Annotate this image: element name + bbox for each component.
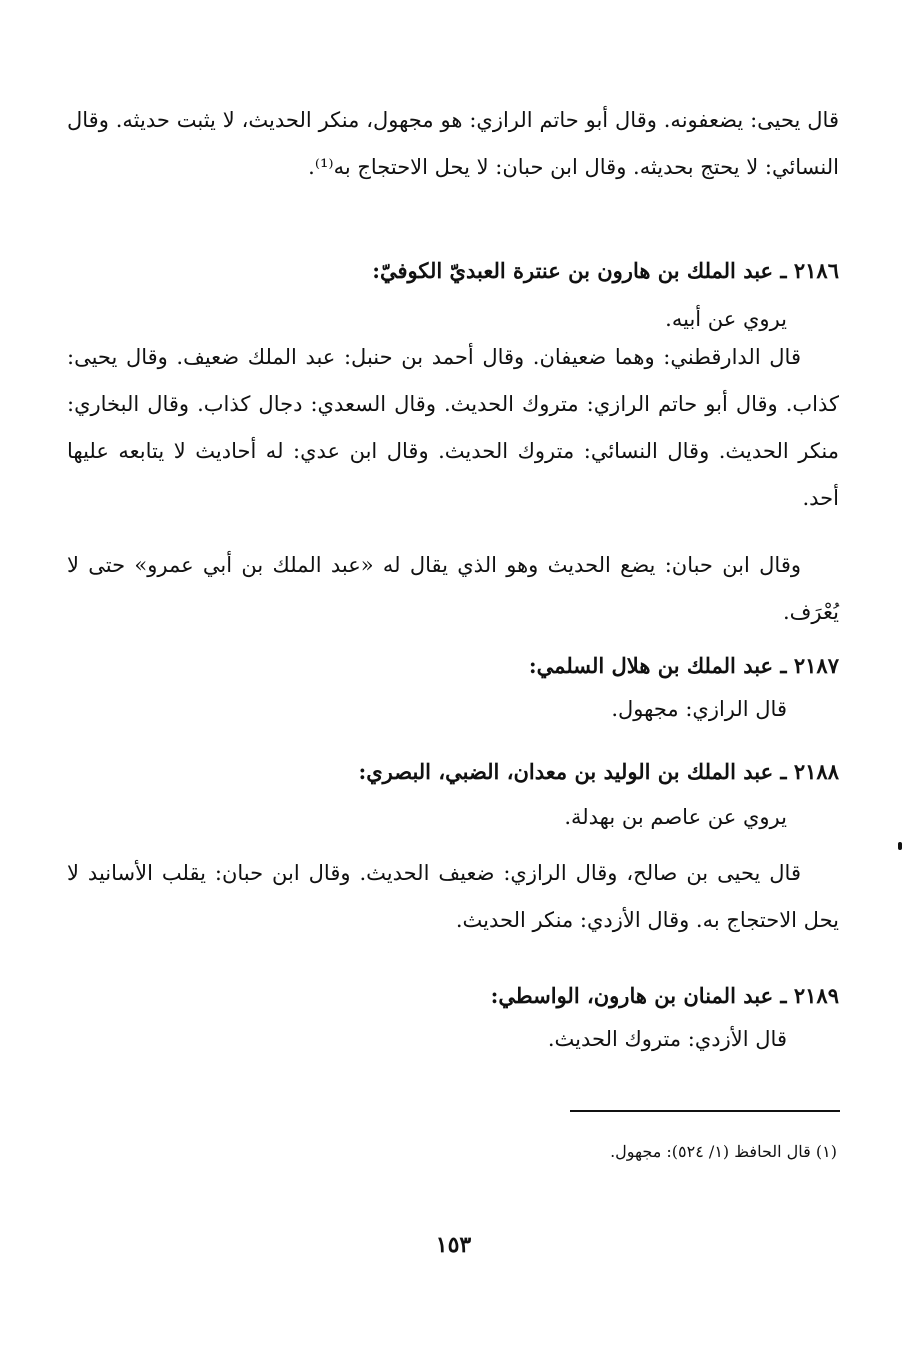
page-number: ١٥٣ — [435, 1232, 472, 1258]
entry-2189-heading: ٢١٨٩ ـ عبد المنان بن هارون، الواسطي: — [490, 983, 839, 1008]
entry-2186-heading: ٢١٨٦ ـ عبد الملك بن هارون بن عنترة العبديّ الكوفيّ: — [372, 258, 839, 283]
entry-2186-criticism: قال الدارقطني: وهما ضعيفان. وقال أحمد بن حنبل: عبد الملك ضعيف. وقال يحيى: كذاب. وقال أبو حاتم الرازي: متروك الحديث. وقال السعدي: دجال كذاب. وقال البخاري: منكر الحديث. وقال النسائي: متروك الحديث. وقال ابن عدي: له أحاديث لا يتابعه عليها أحد. — [67, 345, 839, 510]
footnote: (١) قال الحافظ (١/ ٥٢٤): مجهول. — [610, 1142, 837, 1161]
entry-2189-azdi: قال الأزدي: متروك الحديث. — [547, 1027, 787, 1051]
paragraph-yahya-weak: قال يحيى: يضعفونه. وقال أبو حاتم الرازي: هو مجهول، منكر الحديث، لا يثبت حديثه. وقال النسائي: لا يحتج بحديثه. وقال ابن حبان: لا يحل الاحتجاج به⁽¹⁾. — [67, 108, 839, 179]
entry-2187-heading: ٢١٨٧ ـ عبد الملك بن هلال السلمي: — [528, 653, 839, 678]
footnote-divider — [570, 1110, 840, 1112]
entry-2188-criticism: قال يحيى بن صالح، وقال الرازي: ضعيف الحديث. وقال ابن حبان: يقلب الأسانيد لا يحل الاحتجاج به. وقال الأزدي: منكر الحديث. — [67, 861, 839, 932]
entry-2186-narrates: يروي عن أبيه. — [665, 307, 787, 331]
entry-2188-heading: ٢١٨٨ ـ عبد الملك بن الوليد بن معدان، الضبي، البصري: — [358, 759, 839, 784]
entry-2188-narrates: يروي عن عاصم بن بهدلة. — [564, 805, 787, 829]
entry-2186-ibn-hibban: وقال ابن حبان: يضع الحديث وهو الذي يقال له «عبد الملك بن أبي عمرو» حتى لا يُعْرَف. — [67, 553, 839, 624]
margin-mark — [898, 842, 902, 850]
entry-2187-razi: قال الرازي: مجهول. — [611, 697, 787, 721]
